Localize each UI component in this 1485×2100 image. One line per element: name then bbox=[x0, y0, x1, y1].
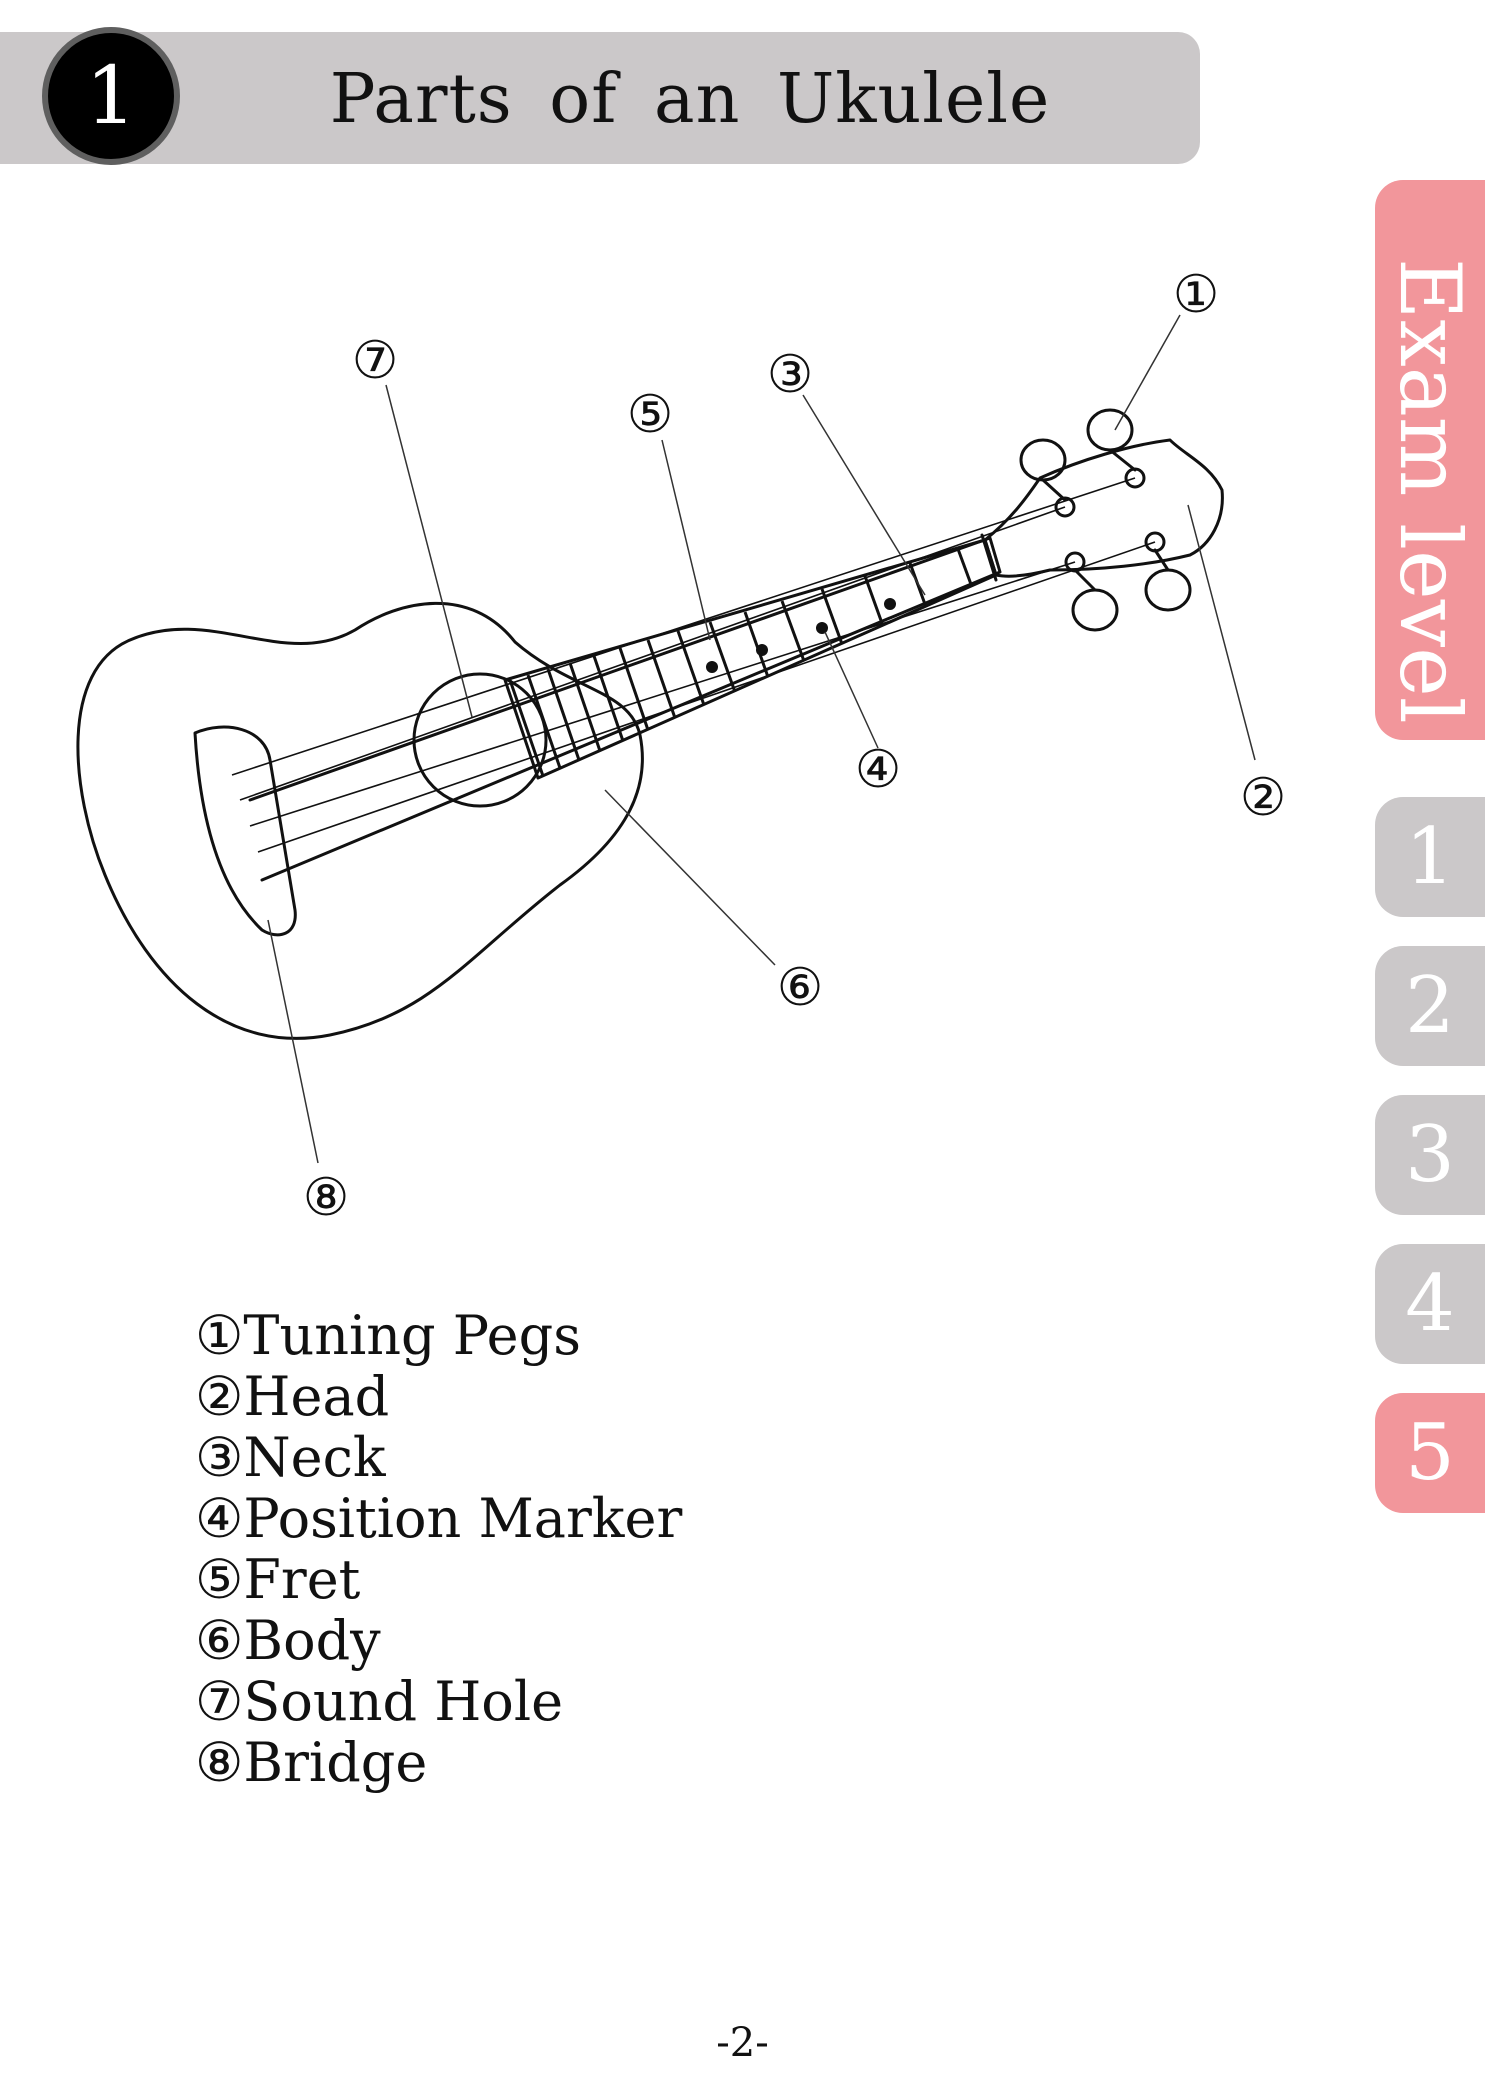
legend-label: Sound Hole bbox=[243, 1670, 564, 1733]
legend-item bbox=[195, 1732, 682, 1793]
page-number: -2- bbox=[716, 2020, 769, 2066]
legend-number: ④ bbox=[195, 1487, 244, 1550]
legend-item bbox=[195, 1305, 682, 1366]
callout-4: ④ bbox=[854, 740, 902, 800]
position-marker bbox=[816, 622, 828, 634]
tuning-peg bbox=[1088, 410, 1132, 450]
frets bbox=[510, 549, 972, 776]
position-marker bbox=[756, 644, 768, 656]
callout-leaders bbox=[268, 315, 1255, 1163]
parts-legend bbox=[195, 1305, 682, 1793]
tab-level-5[interactable]: 5 bbox=[1375, 1393, 1485, 1513]
legend-item bbox=[195, 1366, 682, 1427]
legend-item bbox=[195, 1610, 682, 1671]
legend-number: ⑤ bbox=[195, 1548, 244, 1611]
tab-level-4[interactable]: 4 bbox=[1375, 1244, 1485, 1364]
legend-label: Neck bbox=[243, 1426, 386, 1489]
page-title: Parts of an Ukulele bbox=[329, 60, 1051, 139]
position-marker bbox=[884, 598, 896, 610]
legend-number: ⑦ bbox=[195, 1670, 244, 1733]
tuning-peg bbox=[1073, 590, 1117, 630]
legend-number: ⑥ bbox=[195, 1609, 244, 1672]
strings bbox=[232, 478, 1155, 852]
legend-number: ③ bbox=[195, 1426, 244, 1489]
legend-label: Bridge bbox=[243, 1731, 428, 1794]
callout-6: ⑥ bbox=[776, 958, 824, 1018]
tab-level-3[interactable]: 3 bbox=[1375, 1095, 1485, 1215]
position-marker bbox=[706, 661, 718, 673]
callout-5: ⑤ bbox=[626, 385, 674, 445]
callout-1: ① bbox=[1172, 265, 1220, 325]
fretboard bbox=[505, 540, 996, 778]
tuning-peg bbox=[1021, 440, 1065, 480]
legend-item bbox=[195, 1549, 682, 1610]
legend-item bbox=[195, 1671, 682, 1732]
legend-item bbox=[195, 1427, 682, 1488]
legend-item bbox=[195, 1488, 682, 1549]
callout-7: ⑦ bbox=[351, 331, 399, 391]
callout-2: ② bbox=[1239, 768, 1287, 828]
legend-label: Fret bbox=[243, 1548, 361, 1611]
tab-exam-level[interactable]: Exam level bbox=[1375, 180, 1485, 740]
bridge bbox=[195, 727, 295, 935]
tab-level-2[interactable]: 2 bbox=[1375, 946, 1485, 1066]
tab-level-1[interactable]: 1 bbox=[1375, 797, 1485, 917]
legend-number: ⑧ bbox=[195, 1731, 244, 1794]
tuning-peg bbox=[1146, 570, 1190, 610]
legend-label: Head bbox=[243, 1365, 390, 1428]
callout-3: ③ bbox=[766, 345, 814, 405]
callout-8: ⑧ bbox=[302, 1168, 350, 1228]
legend-label: Body bbox=[243, 1609, 381, 1672]
legend-label: Tuning Pegs bbox=[243, 1304, 581, 1367]
legend-label: Position Marker bbox=[243, 1487, 683, 1550]
chapter-number-badge: 1 bbox=[42, 27, 180, 165]
legend-number: ② bbox=[195, 1365, 244, 1428]
legend-number: ① bbox=[195, 1304, 244, 1367]
